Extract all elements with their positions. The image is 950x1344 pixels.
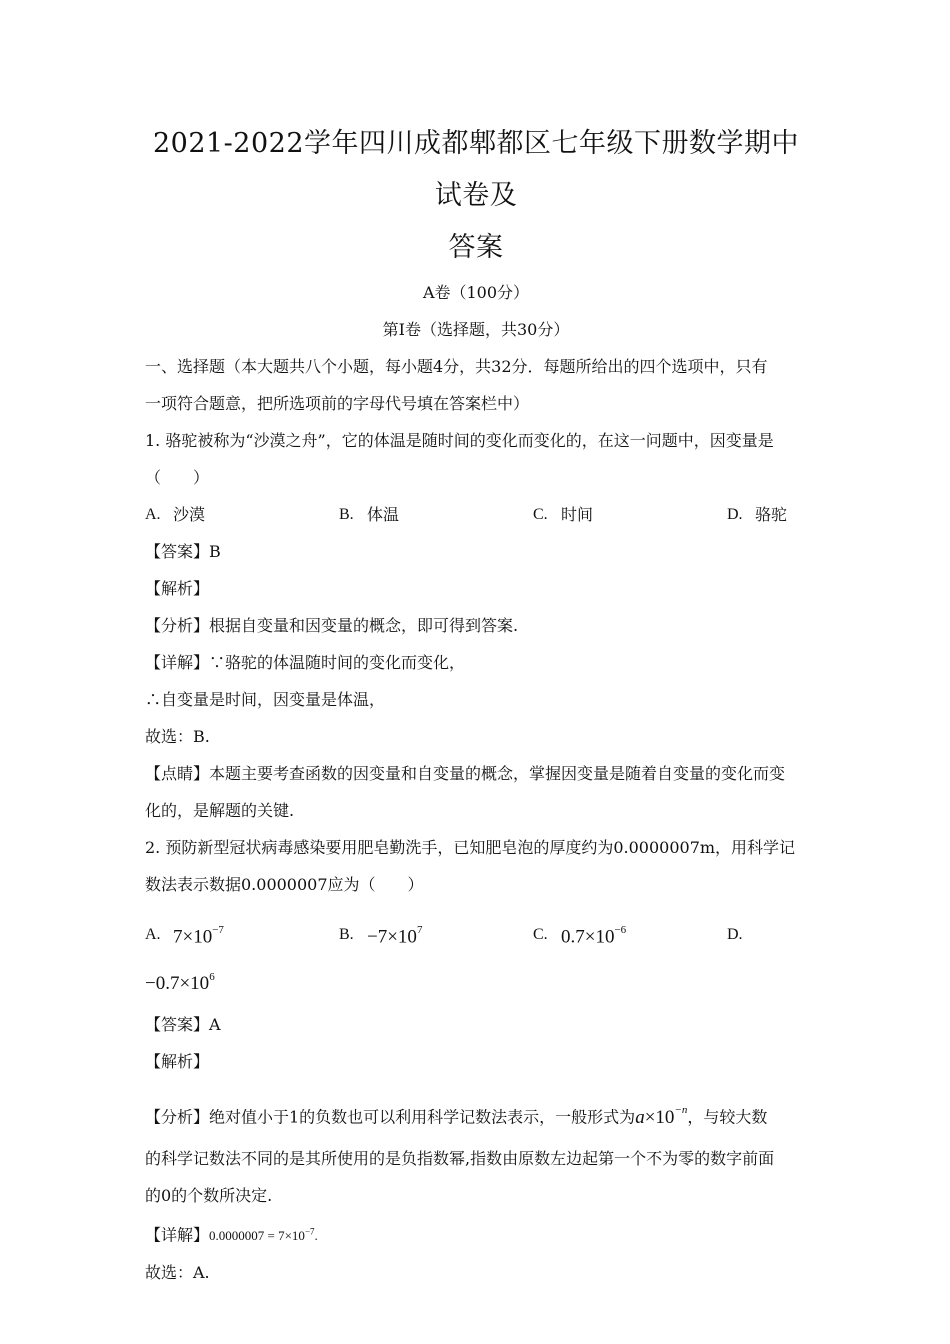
q2-analysis-label: 【解析】 [145, 1052, 210, 1072]
option-letter: A. [145, 926, 161, 943]
option-letter: D. [727, 506, 743, 523]
q1-xiangjie: 【详解】∵骆驼的体温随时间的变化而变化， [145, 653, 466, 672]
q2-choose: 故选：A. [145, 1262, 210, 1282]
q1-option-c [533, 496, 727, 533]
option-text: 骆驼 [755, 505, 788, 524]
q2-options [145, 913, 807, 957]
q1-stem-line1: 1. 骆驼被称为“沙漠之舟”，它的体温是随时间的变化而变化的，在这一问题中，因变量是 [145, 431, 774, 450]
q2-option-c [533, 913, 727, 957]
option-letter: A. [145, 506, 161, 523]
q2-fenxi-line1: 【分析】绝对值小于1的负数也可以利用科学记数法表示，一般形式为$a\times 10^{-n}$，与较大数 [145, 1104, 768, 1128]
q1-stem-line2: （ ） [145, 468, 210, 487]
q1-therefore: ∴自变量是时间，因变量是体温， [145, 690, 386, 709]
section-a-heading: A卷（100分） [422, 283, 530, 302]
option-math: $0.7\times 10^{-6}$ [561, 924, 627, 948]
q2-fenxi-line2: 的科学记数法不同的是其所使用的是负指数幂,指数由原数左边起第一个不为零的数字前面 [145, 1148, 775, 1168]
q2-stem-line1: 2. 预防新型冠状病毒感染要用肥皂勤洗手，已知肥皂泡的厚度约为0.0000007m，用科学记 [145, 838, 796, 857]
q1-dianjing-line2: 化的，是解题的关键. [145, 801, 295, 820]
option-math: $7\times 10^{-7}$ [173, 924, 224, 948]
q1-option-a [145, 496, 339, 533]
q1-option-d [727, 496, 807, 533]
q2-xiangjie: 【详解】$0.0000007 = 7\times 10^{-7}$. [145, 1224, 318, 1244]
q2-answer: 【答案】A [145, 1015, 221, 1035]
q1-answer: 【答案】B [145, 542, 221, 561]
q1-option-b [339, 496, 533, 533]
option-letter: C. [533, 926, 548, 943]
option-letter: B. [339, 506, 354, 523]
q1-options [145, 496, 807, 533]
option-text: 沙漠 [173, 505, 206, 524]
document-title-line2: 答案 [448, 232, 504, 263]
q2-stem-line2: 数法表示数据0.0000007应为（ ） [145, 875, 424, 894]
q1-fenxi: 【分析】根据自变量和因变量的概念，即可得到答案. [145, 616, 519, 635]
section-part1-heading: 第Ⅰ卷（选择题，共30分） [382, 320, 570, 339]
option-letter: D. [727, 926, 743, 943]
option-text: 体温 [367, 505, 400, 524]
q2-option-b [339, 913, 533, 957]
document-title-line1: 2021-2022学年四川成都郫都区七年级下册数学期中试卷及 [152, 128, 800, 211]
instructions-line1: 一、选择题（本大题共八个小题，每小题4分，共32分．每题所给出的四个选项中，只有 [145, 357, 768, 376]
q1-dianjing-line1: 【点睛】本题主要考查函数的因变量和自变量的概念，掌握因变量是随着自变量的变化而变 [145, 764, 786, 783]
q2-option-d [727, 913, 807, 957]
q1-choose: 故选：B. [145, 727, 210, 746]
q2-option-a [145, 913, 339, 957]
instructions-line2: 一项符合题意，把所选项前的字母代号填在答案栏中） [145, 394, 530, 413]
document-page [145, 118, 807, 1291]
q1-analysis-label: 【解析】 [145, 579, 210, 598]
option-letter: C. [533, 506, 548, 523]
q2-fenxi-line3: 的0的个数所决定. [145, 1185, 273, 1205]
option-math: $-7\times 10^7$ [367, 924, 423, 948]
q2-option-d-value: $-0.7\times 10^6$ [145, 971, 215, 995]
option-text: 时间 [561, 505, 594, 524]
option-letter: B. [339, 926, 354, 943]
